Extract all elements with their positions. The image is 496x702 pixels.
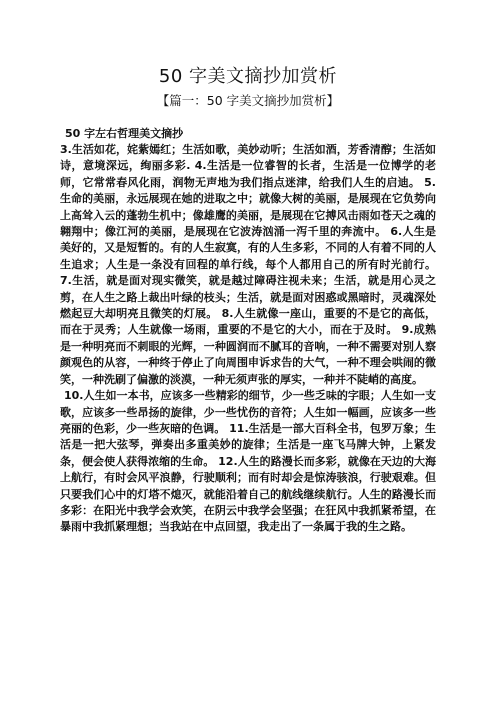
section-heading: 50 字左右哲理美文摘抄 [65,127,184,140]
body-paragraph-2: 10.人生如一本书，应该多一些精彩的细节，少一些乏味的字眼；人生如一支歌，应该多一些昂扬的旋律，少一些忧伤的音符；人生如一幅画，应该多一些亮丽的色彩，少一些灰暗的色调。 11.生活是一部大百科全书，包罗万象；生活是一把大弦琴，弹奏出多重美妙的旋律；生活是一座飞马牌大钟，上紧发条，便会使人获得浓缩的生命。 12.人生的路漫长而多彩，就像在天边的大海上航行，有时会风平浪静，行驶顺利；而有时却会是惊涛骇浪，行驶艰难。但只要我们心中的灯塔不熄灭，就能沿着自己的航线继续航行。人生的路漫长而多彩：在阳光中我学会欢笑，在阴云中我学会坚强；在狂风中我抓紧希望，在暴雨中我抓紧理想；当我站在中点回望，我走出了一条属于我的生之路。 [60,389,436,534]
body-paragraph-1: 3.生活如花，姹紫嫣红；生活如歌，美妙动听；生活如酒，芳香清醇；生活如诗，意境深远，绚丽多彩. 4.生活是一位睿智的长者，生活是一位博学的老师，它常常春风化雨，润物无声地为我们指点迷津，给我们人生的启迪。 5.生命的美丽，永远展现在她的进取之中；就像大树的美丽，是展现在它负势向上高耸入云的蓬勃生机中；像雄鹰的美丽，是展现在它搏风击雨如苍天之魂的翱翔中；像江河的美丽，是展现在它波涛汹涌一泻千里的奔流中。 6.人生是美好的，又是短暂的。有的人生寂寞，有的人生多彩，不同的人有着不同的人生追求；人生是一条没有回程的单行线，每个人都用自己的所有时光前行。 7.生活，就是面对现实微笑，就是越过障碍注视未来；生活，就是用心灵之剪，在人生之路上裁出叶绿的枝头；生活，就是面对困惑或黑暗时，灵魂深处燃起豆大却明亮且微笑的灯展。 8.人生就像一座山，重要的不是它的高低，而在于灵秀；人生就像一场雨，重要的不是它的大小，而在于及时。 9.成熟是一种明亮而不刺眼的光辉，一种圆润而不腻耳的音响，一种不需要对别人察颜观色的从容，一种终于停止了向周围申诉求告的大气，一种不理会哄闹的微笑，一种洗刷了偏激的淡漠，一种无须声张的厚实，一种并不陡峭的高度。 [60,143,436,386]
document-body [60,142,436,536]
document-subtitle: 【篇一：50 字美文摘抄加赏析】 [156,93,340,108]
document-title: 50 字美文摘抄加赏析 [158,66,338,87]
